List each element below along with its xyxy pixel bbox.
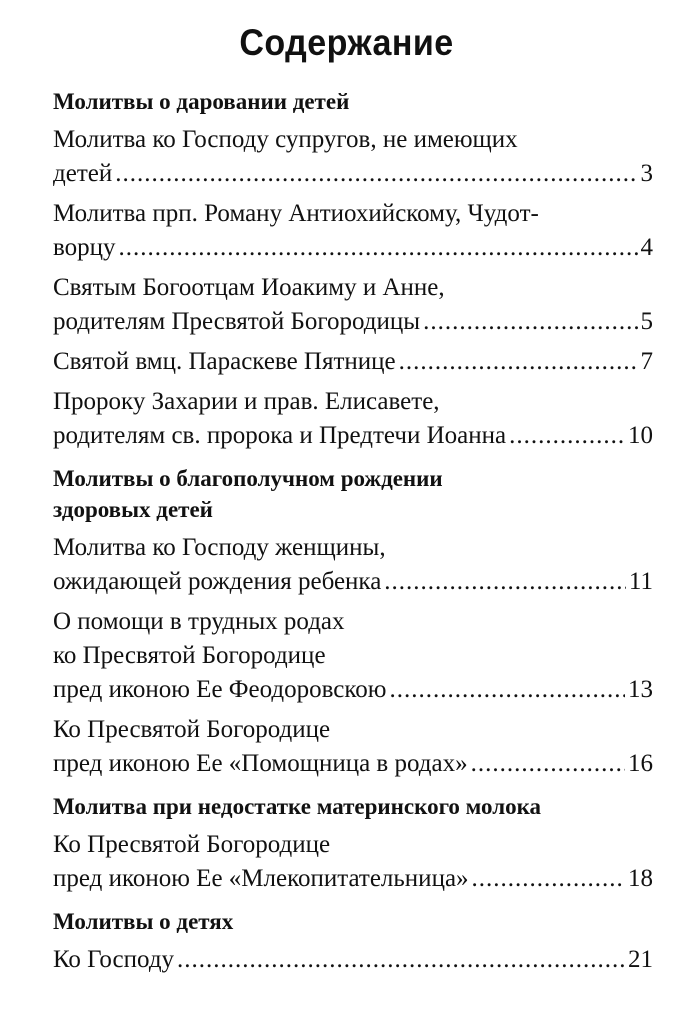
toc-entry[interactable]	[53, 123, 653, 191]
section-heading-line: Молитва при недостатке материнского молока	[53, 794, 542, 819]
dot-leader	[472, 862, 625, 896]
section-heading-line: Молитвы о благополучном рождении	[53, 466, 443, 491]
page-number: 18	[628, 865, 653, 892]
toc-entry[interactable]	[53, 943, 653, 977]
entry-last-line	[53, 673, 653, 707]
entry-last-line	[53, 747, 653, 781]
dot-leader	[509, 419, 625, 453]
page-number: 5	[640, 308, 653, 335]
entry-title-line: ко Пресвятой Богородице	[53, 642, 326, 669]
entry-title-line: Молитва прп. Роману Антиохийскому, Чудот-	[53, 200, 539, 227]
dot-leader	[389, 673, 625, 707]
toc-entry[interactable]	[53, 197, 653, 265]
entry-title-line: родителям Пресвятой Богородицы	[53, 308, 421, 335]
entry-last-line	[53, 305, 653, 339]
entry-title-line: Святым Богоотцам Иоакиму и Анне,	[53, 274, 445, 301]
page-number: 11	[628, 568, 653, 595]
page-number: 10	[628, 422, 653, 449]
entry-title-line: О помощи в трудных родах	[53, 608, 345, 635]
section-heading	[53, 791, 653, 822]
entry-last-line	[53, 345, 653, 379]
dot-leader	[423, 305, 637, 339]
entry-last-line	[53, 862, 653, 896]
entry-title-line: ожидающей рождения ребенка	[53, 568, 382, 595]
entry-title-line: Ко Господу	[53, 946, 175, 973]
toc-entry[interactable]	[53, 531, 653, 599]
section-heading	[53, 906, 653, 937]
section-heading-line: Молитвы о детях	[53, 909, 234, 934]
dot-leader	[119, 231, 638, 265]
section-heading	[53, 86, 653, 117]
toc-entry[interactable]	[53, 385, 653, 453]
page-number: 13	[628, 676, 653, 703]
dot-leader	[471, 747, 625, 781]
page-title: Содержание	[239, 22, 454, 63]
toc-entry[interactable]	[53, 828, 653, 896]
dot-leader	[115, 157, 637, 191]
entry-title-line: Молитва ко Господу супругов, не имеющих	[53, 126, 518, 153]
entry-title-line: Ко Пресвятой Богородице	[53, 716, 331, 743]
page-number: 21	[628, 946, 653, 973]
section-heading-line: Молитвы о даровании детей	[53, 89, 350, 114]
entry-title-line: Молитва ко Господу женщины,	[53, 534, 386, 561]
entry-last-line	[53, 943, 653, 977]
entry-title-line: пред иконою Ее Феодоровскою	[53, 676, 387, 703]
toc-entry[interactable]	[53, 345, 653, 379]
toc-entry[interactable]	[53, 605, 653, 707]
entry-title-line: Ко Пресвятой Богородице	[53, 831, 331, 858]
entry-title-line: пред иконою Ее «Млекопитательница»	[53, 865, 469, 892]
entry-last-line	[53, 157, 653, 191]
entry-title-line: детей	[53, 160, 113, 187]
entry-last-line	[53, 231, 653, 265]
page-number: 3	[640, 160, 653, 187]
section-heading-line: здоровых детей	[53, 497, 213, 522]
entry-title-line: пред иконою Ее «Помощница в родах»	[53, 750, 468, 777]
entry-last-line	[53, 419, 653, 453]
page-number: 4	[640, 234, 653, 261]
page-number: 7	[640, 348, 653, 375]
toc-entry[interactable]	[53, 713, 653, 781]
entry-title-line: Святой вмц. Параскеве Пятнице	[53, 348, 396, 375]
table-of-contents	[53, 86, 653, 983]
dot-leader	[384, 565, 626, 599]
entry-title-line: родителям св. пророка и Предтечи Иоанна	[53, 422, 507, 449]
section-heading	[53, 463, 653, 525]
dot-leader	[399, 345, 638, 379]
entry-title-line: ворцу	[53, 234, 116, 261]
toc-entry[interactable]	[53, 271, 653, 339]
dot-leader	[177, 943, 625, 977]
entry-title-line: Пророку Захарии и прав. Елисавете,	[53, 388, 440, 415]
page-number: 16	[628, 750, 653, 777]
entry-last-line	[53, 565, 653, 599]
